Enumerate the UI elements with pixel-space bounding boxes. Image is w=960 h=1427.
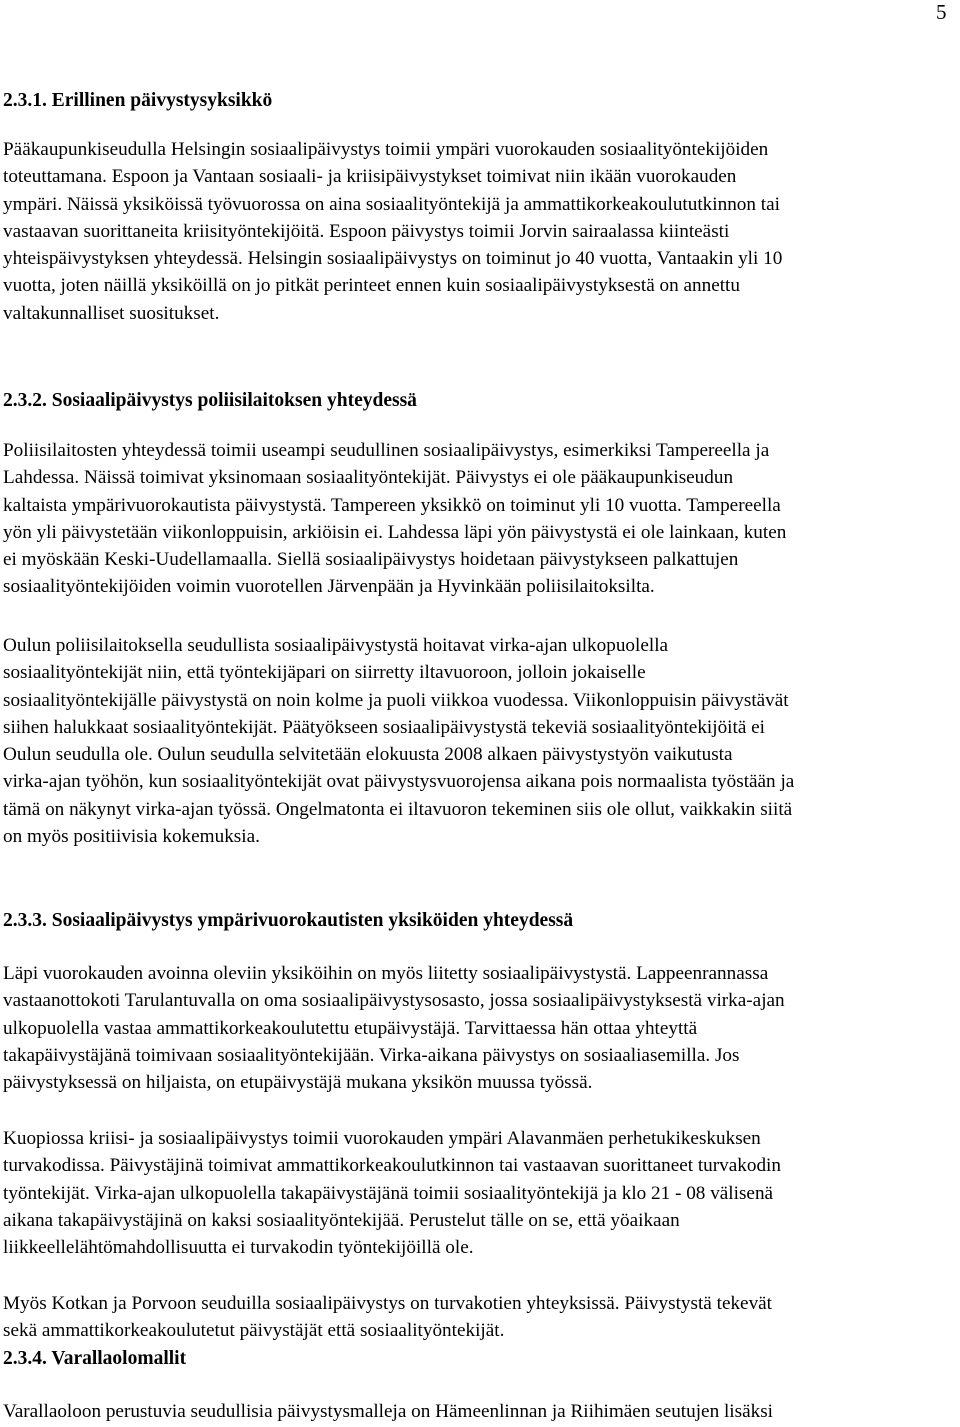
text-line: työntekijät. Virka-ajan ulkopuolella takapäivystäjänä toimii sosiaalityöntekijä ja klo 21 - 08 välisenä — [3, 1182, 774, 1204]
text-line: liikkeellelähtömahdollisuutta ei turvakodin työntekijöillä ole. — [3, 1237, 474, 1259]
page-number: 5 — [936, 0, 947, 24]
text-line: virka-ajan työhön, kun sosiaalityöntekijät ovat päivystysvuorojensa aikana pois normaalista työstään ja — [3, 771, 795, 793]
text-line: Kuopiossa kriisi- ja sosiaalipäivystys toimii vuorokauden ympäri Alavanmäen perhetukikeskuksen — [3, 1128, 761, 1149]
section-heading-2-3-1: 2.3.1. Erillinen päivystysyksikkö — [3, 90, 273, 111]
text-line: vuotta, joten näillä yksiköillä on jo pitkät perinteet ennen kuin sosiaalipäivystyksestä on annettu — [3, 275, 740, 297]
paragraph-2-3-1-1 — [3, 136, 958, 327]
text-line: ympäri. Näissä yksiköissä työvuorossa on aina sosiaalityöntekijä ja ammattikorkeakoulututkinnon tai — [3, 193, 780, 215]
text-line: siihen halukkaat sosiaalityöntekijät. Päätyökseen sosiaalipäivystystä tekeviä sosiaalityöntekijöitä ei — [3, 716, 765, 738]
section-heading-2-3-3: 2.3.3. Sosiaalipäivystys ympärivuorokautisten yksiköiden yhteydessä — [3, 910, 574, 931]
text-line: sosiaalityöntekijälle päivystystä on noin kolme ja puoli viikkoa vuodessa. Viikonloppuisin päivystävät — [3, 689, 789, 711]
text-line: Pääkaupunkiseudulla Helsingin sosiaalipäivystys toimii ympäri vuorokauden sosiaalityöntekijöiden — [3, 139, 769, 160]
paragraph-2-3-4-1 — [3, 1398, 958, 1425]
text-line: ei myöskään Keski-Uudellamaalla. Siellä sosiaalipäivystys hoidetaan päivystykseen palkattujen — [3, 549, 739, 571]
paragraph-2-3-2-1 — [3, 437, 958, 601]
text-line: vastaavan suorittaneita kriisityöntekijöitä. Espoon päivystys toimii Jorvin sairaalassa kiinteästi — [3, 220, 730, 242]
text-line: yhteispäivystyksen yhteydessä. Helsingin sosiaalipäivystys on toiminut jo 40 vuotta, Vantaakin yli 10 — [3, 248, 783, 270]
section-heading-2-3-2: 2.3.2. Sosiaalipäivystys poliisilaitoksen yhteydessä — [3, 390, 417, 411]
text-line: Poliisilaitosten yhteydessä toimii useampi seudullinen sosiaalipäivystys, esimerkiksi Tampereella ja — [3, 440, 770, 461]
text-line: Oulun poliisilaitoksella seudullista sosiaalipäivystystä hoitavat virka-ajan ulkopuolella — [3, 635, 669, 656]
text-line: takapäivystäjänä toimivaan sosiaalityöntekijään. Virka-aikana päivystys on sosiaaliasemilla. Jos — [3, 1044, 740, 1066]
text-line: Varallaoloon perustuvia seudullisia päivystysmalleja on Hämeenlinnan ja Riihimäen seutujen lisäksi — [3, 1401, 773, 1422]
text-line: sekä ammattikorkeakoulutetut päivystäjät että sosiaalityöntekijät. — [3, 1320, 505, 1342]
text-line: päivystyksessä on hiljaista, on etupäivystäjä mukana yksikön muussa työssä. — [3, 1072, 593, 1094]
text-line: turvakodissa. Päivystäjinä toimivat ammattikorkeakoulutkinnon tai vastaavan suorittaneet turvakodin — [3, 1155, 781, 1177]
text-line: aikana takapäivystäjinä on kaksi sosiaalityöntekijää. Perustelut tälle on se, että yöaikaan — [3, 1209, 680, 1231]
text-line: ulkopuolella vastaa ammattikorkeakoulutettu etupäivystäjä. Tarvittaessa hän ottaa yhteyttä — [3, 1017, 698, 1039]
text-line: vastaanottokoti Tarulantuvalla on oma sosiaalipäivystysosasto, jossa sosiaalipäivystyksestä virka-ajan — [3, 990, 785, 1012]
text-line: on myös positiivisia kokemuksia. — [3, 826, 260, 848]
paragraph-2-3-2-2 — [3, 632, 958, 850]
paragraph-2-3-3-1 — [3, 960, 958, 1096]
section-heading-2-3-4: 2.3.4. Varallaolomallit — [3, 1348, 187, 1369]
text-line: Oulun seudulla ole. Oulun seudulla selvitetään elokuusta 2008 alkaen päivystystyön vaikutusta — [3, 744, 733, 766]
paragraph-2-3-3-2 — [3, 1125, 958, 1261]
text-line: Läpi vuorokauden avoinna oleviin yksiköihin on myös liitetty sosiaalipäivystystä. Lappeenrannassa — [3, 963, 769, 984]
paragraph-2-3-3-3 — [3, 1290, 958, 1345]
text-line: tämä on näkynyt virka-ajan työssä. Ongelmatonta ei iltavuoron tekeminen siis ole ollut, vaikkakin siitä — [3, 798, 793, 820]
text-line: sosiaalityöntekijöiden voimin vuorotellen Järvenpään ja Hyvinkään poliisilaitoksilta. — [3, 576, 655, 598]
text-line: Lahdessa. Näissä toimivat yksinomaan sosiaalityöntekijät. Päivystys ei ole pääkaupunkiseudun — [3, 467, 734, 489]
text-line: Myös Kotkan ja Porvoon seuduilla sosiaalipäivystys on turvakotien yhteyksissä. Päivystystä tekevät — [3, 1293, 773, 1314]
text-line: yön yli päivystetään viikonloppuisin, arkiöisin ei. Lahdessa läpi yön päivystystä ei ole lainkaan, kuten — [3, 521, 787, 543]
text-line: valtakunnalliset suositukset. — [3, 302, 220, 324]
text-line: toteuttamana. Espoon ja Vantaan sosiaali- ja kriisipäivystykset toimivat niin ikään vuorokauden — [3, 166, 737, 188]
text-line: sosiaalityöntekijät niin, että työntekijäpari on siirretty iltavuoroon, jolloin jokaiselle — [3, 662, 646, 684]
text-line: kaltaista ympärivuorokautista päivystystä. Tampereen yksikkö on toiminut yli 10 vuotta. Tampereella — [3, 494, 781, 516]
